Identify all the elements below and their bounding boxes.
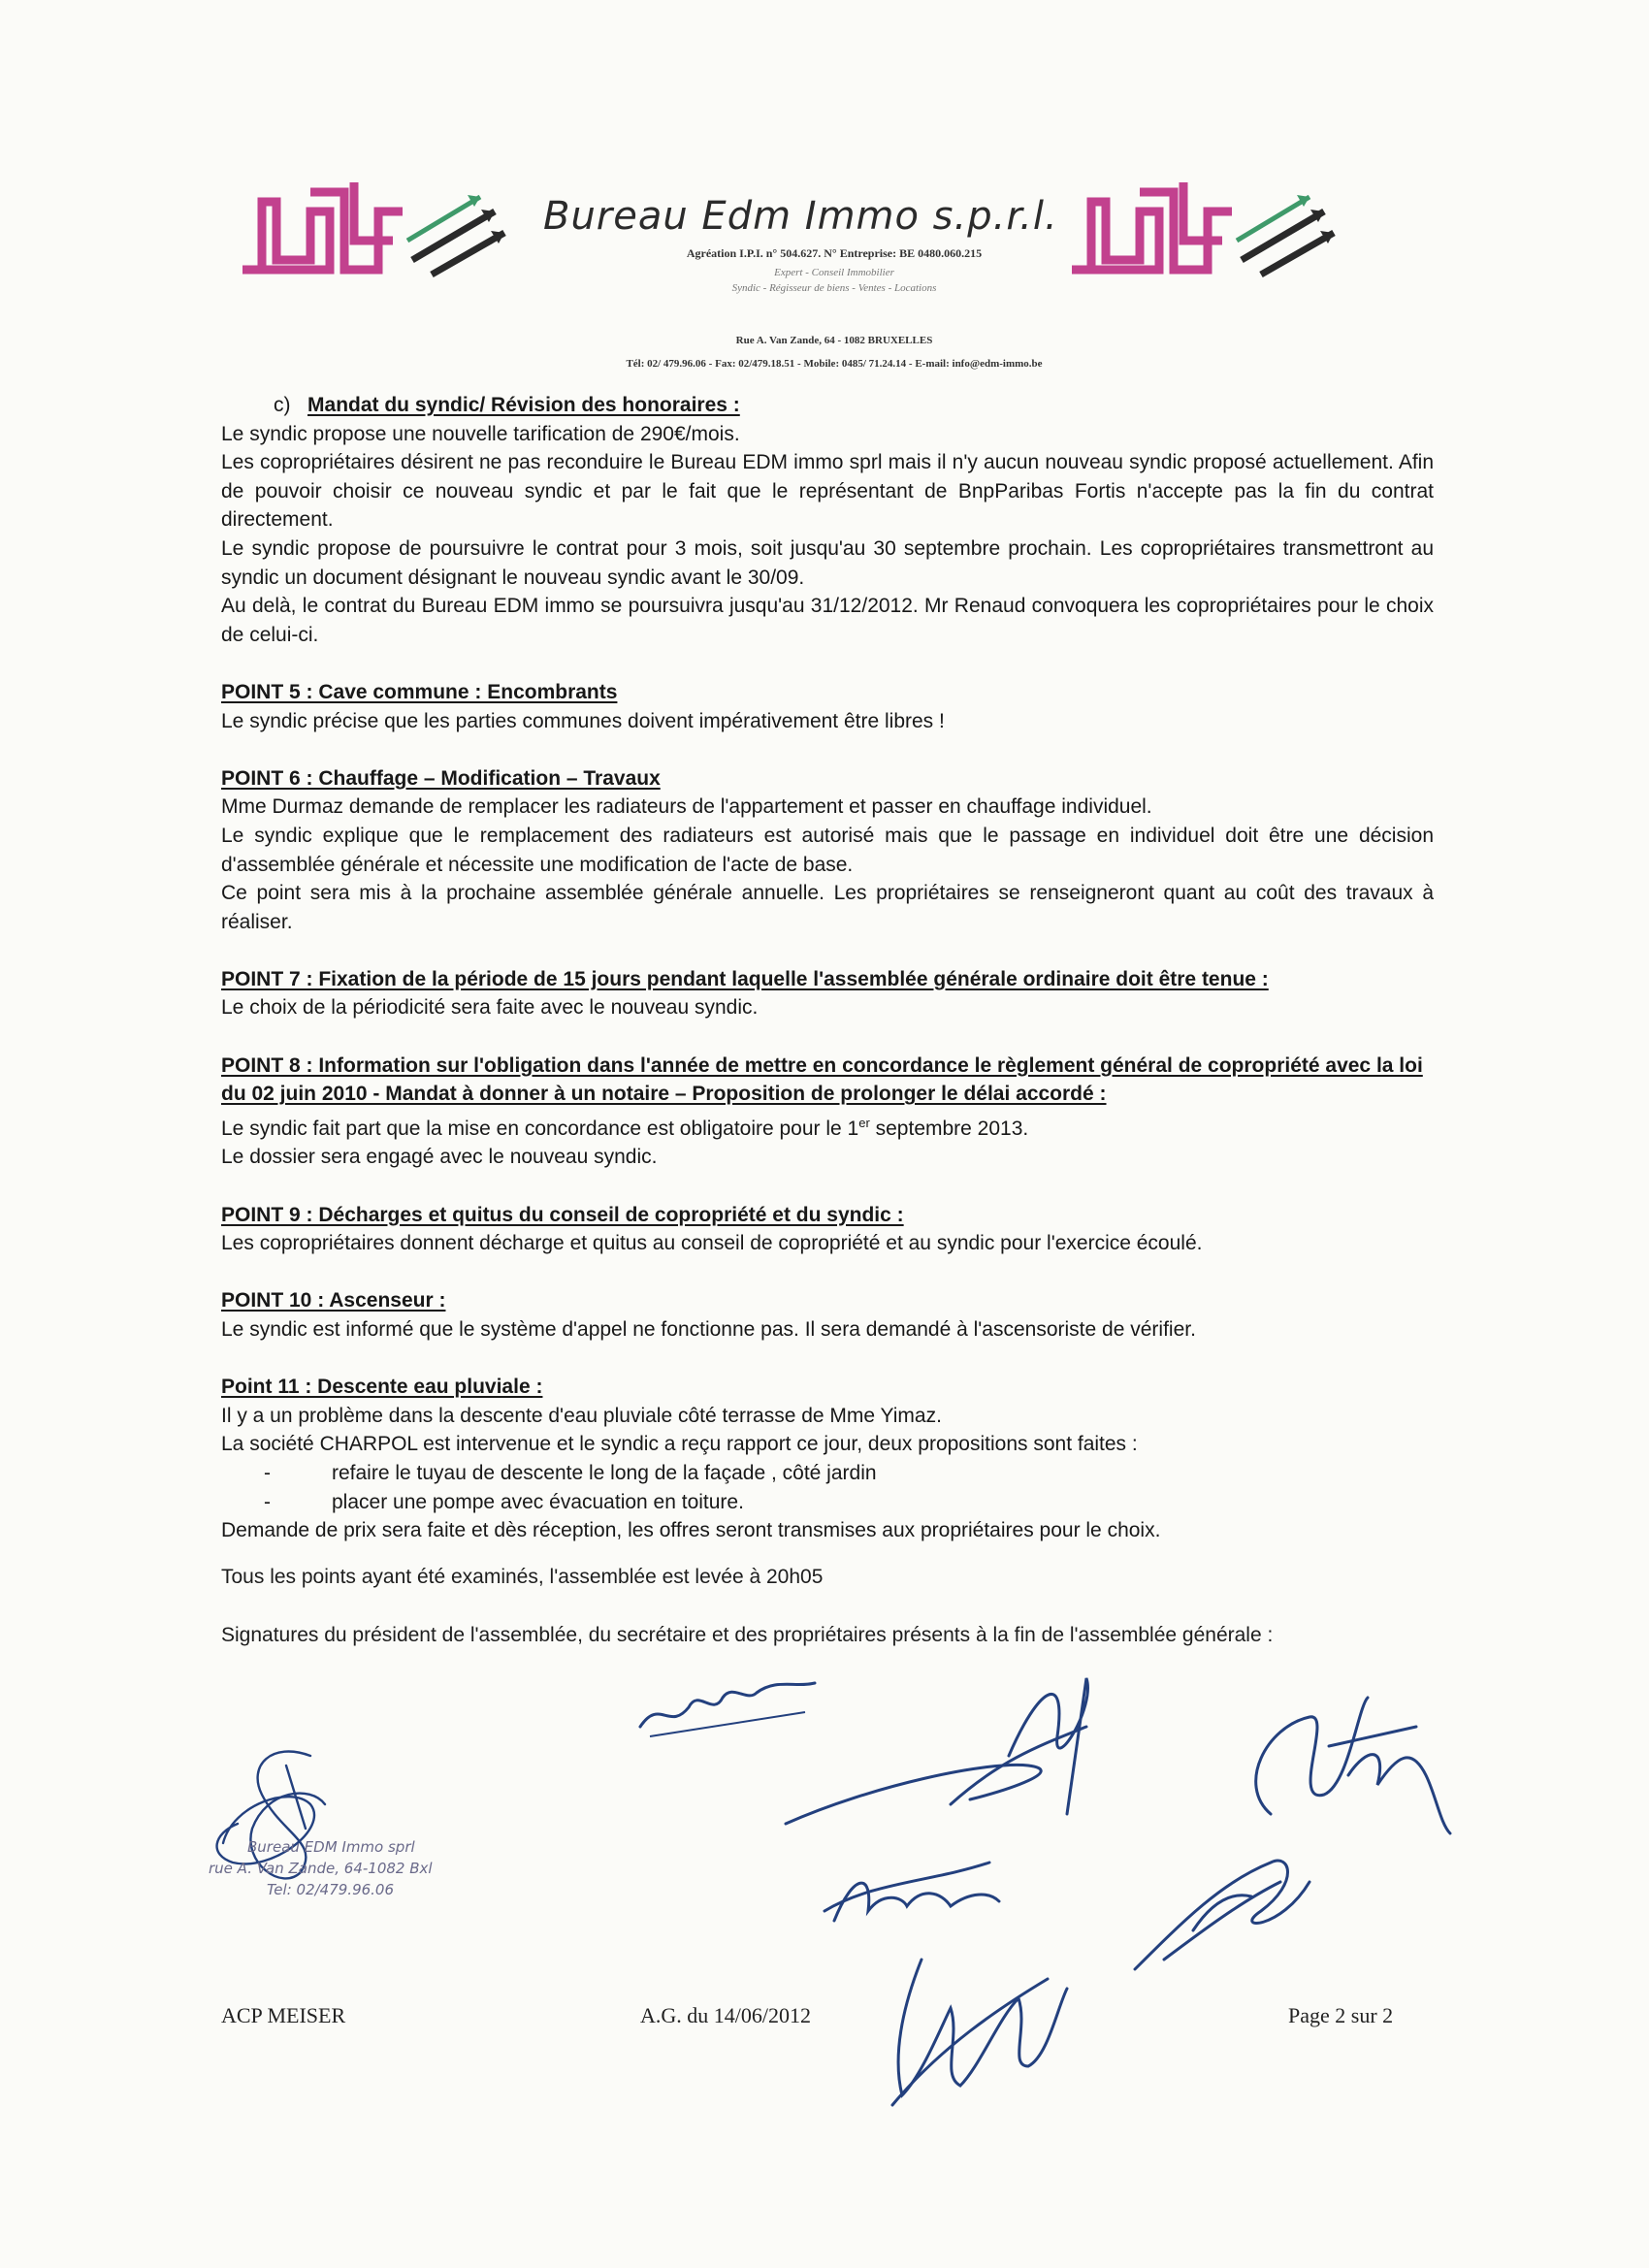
agreement-number: Agréation I.P.I. n° 504.627. N° Entreprise: BE 0480.060.215 xyxy=(686,246,983,260)
point-8-line: Le dossier sera engagé avec le nouveau syndic. xyxy=(221,1146,658,1169)
footer-meeting-date: A.G. du 14/06/2012 xyxy=(640,2003,811,2027)
point-7-line: Le choix de la périodicité sera faite avec le nouveau syndic. xyxy=(221,996,759,1020)
signature-6 xyxy=(883,1950,1077,2115)
company-address: Rue A. Van Zande, 64 - 1082 BRUXELLES xyxy=(735,335,933,346)
signatures-caption: Signatures du président de l'assemblée, du secrétaire et des propriétaires présents à la fin de l'assemblée générale : xyxy=(221,1624,1274,1646)
footer-building: ACP MEISER xyxy=(221,2003,346,2027)
company-name: Bureau Edm Immo s.p.r.l. xyxy=(543,194,1058,239)
point-6-heading: POINT 6 : Chauffage – Modification – Travaux xyxy=(221,766,661,790)
point-11-line: Demande de prix sera faite et dès réception, les offres seront transmises aux propriétaires pour le choix. xyxy=(221,1519,1161,1542)
minutes-body xyxy=(221,391,1434,1545)
section-c-line: Le syndic propose une nouvelle tarification de 290€/mois. xyxy=(221,422,740,445)
signature-3 xyxy=(1232,1688,1455,1843)
section-c-line: Au delà, le contrat du Bureau EDM immo se poursuivra jusqu'au 31/12/2012. Mr Renaud convoquera les copropriétaires pour le choix de celui-ci. xyxy=(221,595,1434,646)
signature-5 xyxy=(1125,1843,1319,1979)
point-11-line: La société CHARPOL est intervenue et le syndic a reçu rapport ce jour, deux propositions sont faites : xyxy=(221,1433,1138,1456)
company-logo-right xyxy=(1067,173,1348,279)
signature-4 xyxy=(815,1853,1009,1930)
point-7-heading: POINT 7 : Fixation de la période de 15 jours pendant laquelle l'assemblée générale ordinaire doit être tenue : xyxy=(221,967,1269,990)
point-6-line: Le syndic explique que le remplacement des radiateurs est autorisé mais que le passage en individuel doit être une décision d'assemblée générale et nécessite une modification de l'acte de base. xyxy=(221,824,1434,876)
stamp-name: Bureau EDM Immo sprl xyxy=(247,1838,415,1856)
point-8-heading: POINT 8 : Information sur l'obligation dans l'année de mettre en concordance le règlement général de copropriété avec la loi du 02 juin 2010 - Mandat à donner à un notaire – Proposition de prolonger le délai accordé : xyxy=(221,1053,1423,1106)
meeting-closed-text: Tous les points ayant été examinés, l'assemblée est levée à 20h05 xyxy=(221,1566,824,1588)
point-9-heading: POINT 9 : Décharges et quitus du conseil de copropriété et du syndic : xyxy=(221,1203,904,1226)
point-6-line: Ce point sera mis à la prochaine assemblée générale annuelle. Les propriétaires se renseigneront quant au coût des travaux à réaliser. xyxy=(221,882,1434,933)
stamp-address: rue A. Van Zande, 64-1082 Bxl xyxy=(209,1860,433,1877)
services-line-1: Expert - Conseil Immobilier xyxy=(774,267,894,278)
list-item: - placer une pompe avec évacuation en toiture. xyxy=(264,1490,744,1513)
point-8-line: Le syndic fait part que la mise en concordance est obligatoire pour le 1er septembre 2013. xyxy=(221,1115,1029,1140)
point-10-line: Le syndic est informé que le système d'appel ne fonctionne pas. Il sera demandé à l'ascensoriste de vérifier. xyxy=(221,1318,1196,1341)
point-11-line: Il y a un problème dans la descente d'eau pluviale côté terrasse de Mme Yimaz. xyxy=(221,1404,942,1427)
list-item: - refaire le tuyau de descente le long de la façade , côté jardin xyxy=(264,1461,877,1484)
section-c-line: Le syndic propose de poursuivre le contrat pour 3 mois, soit jusqu'au 30 septembre prochain. Les copropriétaires transmettront au syndic un document désignant le nouveau syndic avant le 30/09. xyxy=(221,536,1434,589)
stamp-phone: Tel: 02/479.96.06 xyxy=(267,1881,395,1898)
section-c-heading: c) Mandat du syndic/ Révision des honoraires : xyxy=(274,394,740,416)
point-6-line: Mme Durmaz demande de remplacer les radiateurs de l'appartement et passer en chauffage individuel. xyxy=(221,795,1152,819)
company-logo-left xyxy=(238,173,519,279)
footer-page-number: Page 2 sur 2 xyxy=(1288,2003,1394,2027)
section-c-line: Les copropriétaires désirent ne pas reconduire le Bureau EDM immo sprl mais il n'y aucun nouveau syndic proposé actuellement. Afin de pouvoir choisir ce nouveau syndic et par le fait que le représentant de BnpParibas Fortis n'accepte pas la fin du contrat directement. xyxy=(221,451,1434,532)
signature-2 xyxy=(776,1669,1145,1843)
services-line-2: Syndic - Régisseur de biens - Ventes - Locations xyxy=(731,282,937,294)
point-9-line: Les copropriétaires donnent décharge et quitus au conseil de copropriété et au syndic pour l'exercice écoulé. xyxy=(221,1232,1203,1255)
point-11-heading: Point 11 : Descente eau pluviale : xyxy=(221,1376,543,1399)
point-5-heading: POINT 5 : Cave commune : Encombrants xyxy=(221,680,618,703)
point-5-line: Le syndic précise que les parties communes doivent impérativement être libres ! xyxy=(221,709,945,732)
point-10-heading: POINT 10 : Ascenseur : xyxy=(221,1289,446,1312)
company-contact: Tél: 02/ 479.96.06 - Fax: 02/479.18.51 - Mobile: 0485/ 71.24.14 - E-mail: info@edm-immo.be xyxy=(626,358,1043,370)
